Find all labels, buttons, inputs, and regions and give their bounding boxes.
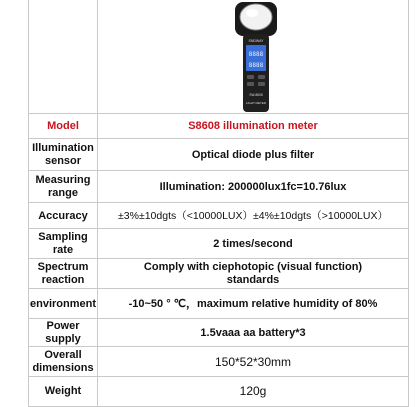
row-environment bbox=[29, 288, 408, 319]
row-weight bbox=[29, 376, 408, 407]
row-power-supply bbox=[29, 318, 408, 347]
row-label: Overall dimensions bbox=[32, 349, 94, 374]
row-label: Illumination sensor bbox=[32, 142, 94, 167]
row-label: Accuracy bbox=[38, 209, 88, 222]
row-label: environment bbox=[29, 297, 96, 310]
row-value: ±3%±10dgts（<10000LUX）±4%±10dgts（>10000LUX） bbox=[118, 209, 388, 222]
product-image bbox=[98, 0, 408, 113]
row-value: 120g bbox=[239, 384, 267, 398]
spec-table bbox=[28, 0, 409, 407]
row-accuracy bbox=[29, 202, 408, 229]
row-label: Spectrum reaction bbox=[37, 261, 89, 286]
row-value: -10~50 ° ℃，maximum relative humidity of 80% bbox=[128, 297, 378, 310]
product-image-row bbox=[29, 0, 408, 113]
row-label: Weight bbox=[44, 385, 82, 397]
row-measuring-range bbox=[29, 170, 408, 203]
footer-text: LIGHT METER bbox=[245, 101, 267, 105]
button-2 bbox=[258, 75, 265, 79]
row-value: Optical diode plus filter bbox=[191, 148, 315, 161]
row-value: Comply with ciephotopic (visual function) standards bbox=[143, 261, 363, 286]
button-4 bbox=[258, 82, 265, 86]
row-value: 1.5vaaa aa battery*3 bbox=[200, 326, 306, 339]
lcd-top-digits: 8888 bbox=[248, 51, 264, 58]
row-value: 2 times/second bbox=[213, 237, 293, 250]
row-overall-dimensions bbox=[29, 346, 408, 377]
row-label: Sampling rate bbox=[38, 231, 88, 256]
row-label: Power supply bbox=[45, 320, 81, 345]
sensor-dome bbox=[240, 4, 272, 30]
brand-text: SNDWAY bbox=[248, 39, 264, 43]
row-model bbox=[29, 113, 408, 139]
row-spectrum-reaction bbox=[29, 258, 408, 289]
row-sampling-rate bbox=[29, 228, 408, 259]
row-label: Model bbox=[47, 120, 79, 132]
button-1 bbox=[247, 75, 254, 79]
row-illumination-sensor bbox=[29, 138, 408, 171]
row-value: S8608 illumination meter bbox=[188, 120, 318, 132]
row-value: Illumination: 200000lux1fc=10.76lux bbox=[159, 180, 347, 193]
model-text: SW-8608 bbox=[249, 93, 263, 97]
button-3 bbox=[247, 82, 254, 86]
row-label: Measuring range bbox=[35, 174, 91, 199]
row-value: 150*52*30mm bbox=[214, 354, 292, 369]
lcd-bottom-digits: 8888 bbox=[248, 62, 264, 69]
light-meter-image bbox=[98, 0, 408, 113]
